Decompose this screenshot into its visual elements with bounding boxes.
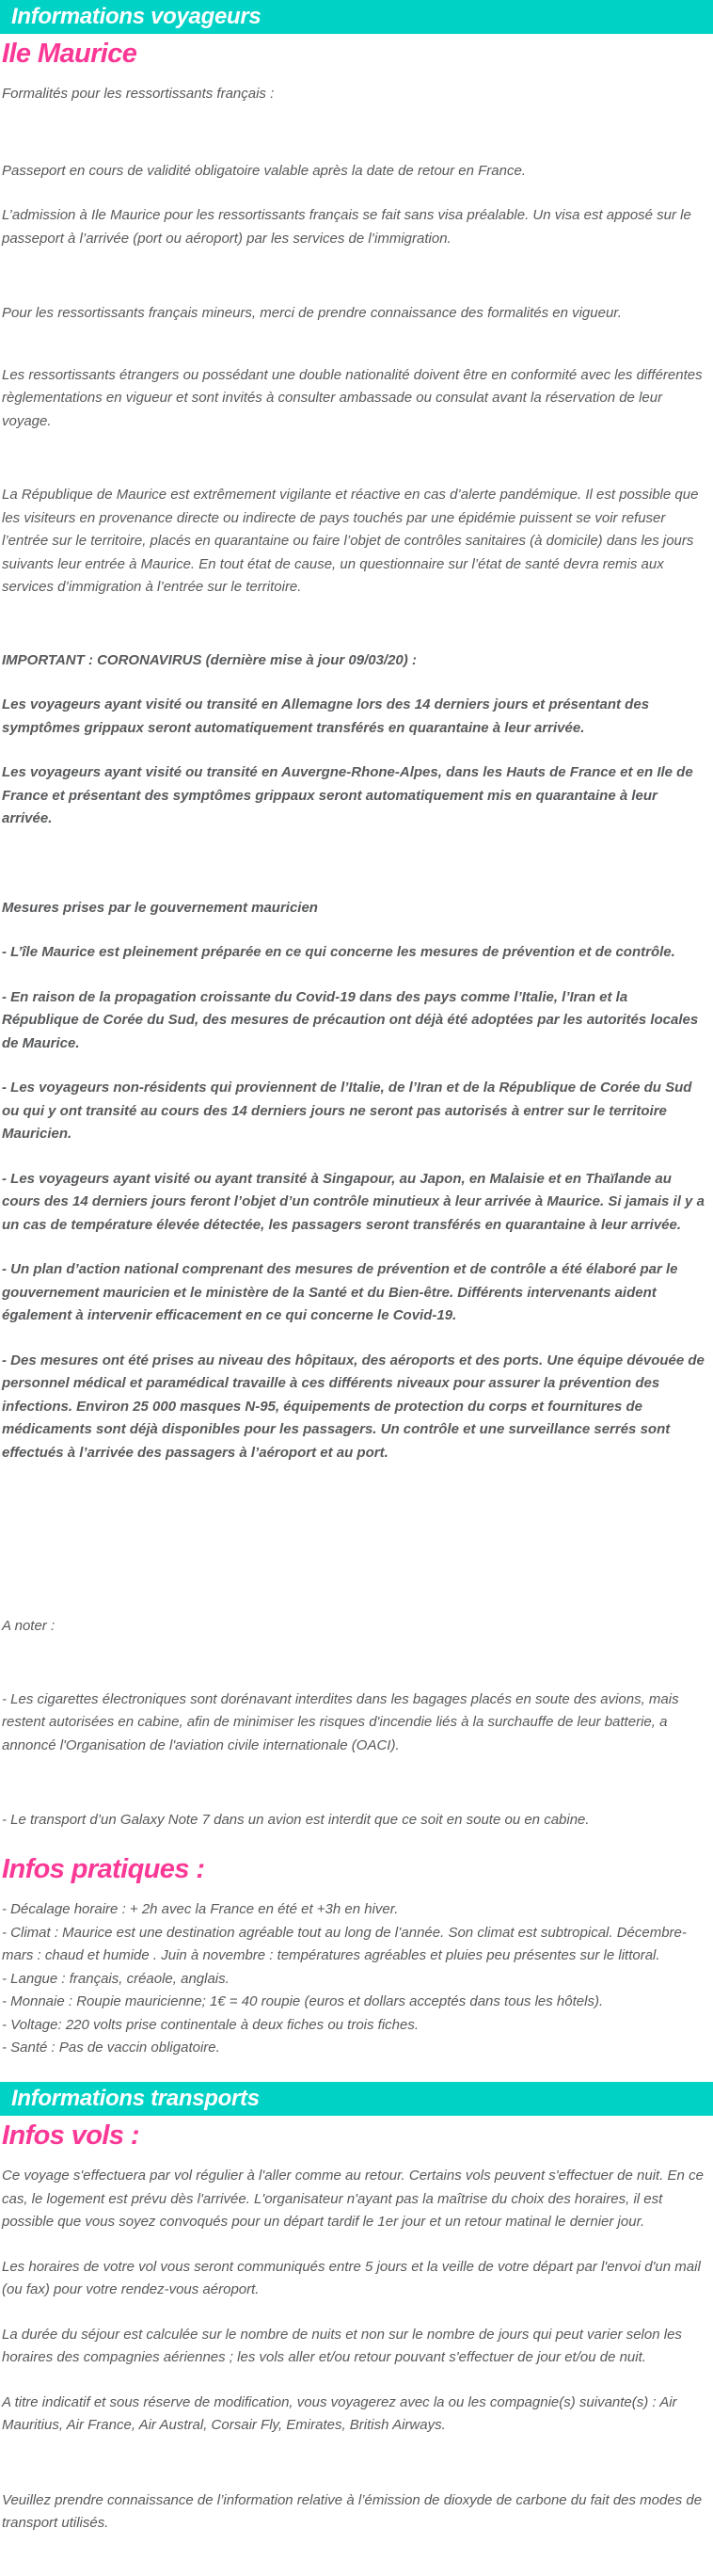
info-line: - Langue : français, créaole, anglais. xyxy=(2,1970,230,1987)
spacer xyxy=(2,1660,707,1688)
spacer xyxy=(2,1779,707,1809)
paragraph: - Les cigarettes électroniques sont dorénavant interdites dans les bagages placés en soute des avions, mais restent autorisées en cabine, afin de minimiser les risques d'incendie liés à la surchauffe de leur batterie, a annoncé l'Organisation de l'aviation civile internationale (OACI). xyxy=(2,1690,679,1753)
infos-pratiques-content xyxy=(0,1898,713,2060)
info-line: - Décalage horaire : + 2h avec la France en été et +3h en hiver. xyxy=(2,1901,399,1918)
info-line: - Voltage: 220 volts prise continentale à deux fiches ou trois fiches. xyxy=(2,2016,420,2033)
spacer xyxy=(2,272,707,302)
infos-pratiques-heading: Infos pratiques : xyxy=(2,1853,205,1884)
paragraph: Les horaires de votre vol vous seront communiqués entre 5 jours et la veille de votre départ par l'envoi d'un mail (ou fax) pour votre rendez-vous aéroport. xyxy=(2,2258,701,2298)
spacer xyxy=(2,455,707,484)
paragraph: Ce voyage s'effectuera par vol régulier à l'aller comme au retour. Certains vols peuvent s'effectuer de nuit. En ce cas, le logement est prévu dès l'arrivée. L'organisateur n'ayant pas la maîtrise du choix des horaires, il est possible que vous soyez convoqués pour un départ tardif le 1er jour et un retour matinal le dernier jour. xyxy=(2,2168,704,2231)
paragraph-bold: - Les voyageurs ayant visité ou ayant transité à Singapour, au Japon, en Malaisie et en Thaïlande au cours des 14 derniers jours feront l’objet d’un contrôle minutieux à leur arrivée à Maurice. Si jamais il y a un cas de température élevée détectée, les passagers seront transférés en quarantaine à leur arrivée. xyxy=(2,1170,705,1233)
paragraph: Pour les ressortissants français mineurs, merci de prendre connaissance des formalités en vigueur. xyxy=(2,305,622,322)
paragraph-bold: - En raison de la propagation croissante du Covid-19 dans des pays comme l’Italie, l’Iran et la République de Corée du Sud, des mesures de précaution ont déjà été adoptées par les autorités locales de Maurice. xyxy=(2,988,699,1051)
paragraph-bold: Les voyageurs ayant visité ou transité en Allemagne lors des 14 derniers jours et présentant des symptômes grippaux seront automatiquement transférés en quarantaine à leur arrivée. xyxy=(2,696,650,736)
spacer xyxy=(2,621,707,649)
paragraph-bold: IMPORTANT : CORONAVIRUS (dernière mise à jour 09/03/20) : xyxy=(2,651,417,668)
spacer xyxy=(2,347,707,364)
paragraph: Veuillez prendre connaissance de l’information relative à l’émission de dioxyde de carbone du fait des modes de transport utilisés. xyxy=(2,2491,703,2532)
destination-heading: Ile Maurice xyxy=(2,39,137,69)
paragraph: Passeport en cours de validité obligatoire valable après la date de retour en France. xyxy=(2,162,526,179)
paragraph: L’admission à Ile Maurice pour les ressortissants français se fait sans visa préalable. Un visa est apposé sur le passeport à l’arrivée (port ou aéroport) par les services de l’immigration. xyxy=(2,207,691,247)
paragraph: Les ressortissants étrangers ou possédant une double nationalité doivent être en conformité avec les différentes règlementations en vigueur et sont invités à consulter ambassade ou consulat avant la réservation de leur voyage. xyxy=(2,366,703,429)
info-line: - Climat : Maurice est une destination agréable tout au long de l’année. Son climat est subtropical. Décembre-mars : chaud et humide . Juin à novembre : températures agréables et pluies peu présentes sur le littoral. xyxy=(2,1924,687,1964)
voyageurs-section-content xyxy=(0,83,713,1832)
paragraph-bold: - Un plan d’action national comprenant des mesures de prévention et de contrôle a été élaboré par le gouvernement mauricien et le ministère de la Santé et du Bien-être. Différents intervenants aident également à intervenir efficacement en ce qui concerne le Covid-19. xyxy=(2,1261,678,1324)
bottom-padding xyxy=(0,2557,713,2576)
info-line: - Monnaie : Roupie mauricienne; 1€ = 40 roupie (euros et dollars acceptés dans tous les hôtels). xyxy=(2,1993,604,2010)
paragraph-bold: - L’île Maurice est pleinement préparée en ce qui concerne les mesures de prévention et de contrôle. xyxy=(2,944,675,961)
infos-vols-heading: Infos vols : xyxy=(2,2120,139,2151)
spacer xyxy=(2,128,707,160)
banner-informations-voyageurs xyxy=(0,0,713,34)
spacer xyxy=(2,1486,707,1615)
infos-pratiques-list xyxy=(2,1898,707,2060)
banner-informations-transports-title: Informations transports xyxy=(11,2085,260,2111)
paragraph-bold: Les voyageurs ayant visité ou transité en Auvergne-Rhone-Alpes, dans les Hauts de France et en Ile de France et présentant des symptômes grippaux seront automatiquement mis en quarantaine à leur arrivée. xyxy=(2,764,693,827)
paragraph: A noter : xyxy=(2,1618,55,1635)
info-line: - Santé : Pas de vaccin obligatoire. xyxy=(2,2040,220,2056)
banner-informations-voyageurs-title: Informations voyageurs xyxy=(11,4,261,29)
paragraph-bold: - Les voyageurs non-résidents qui proviennent de l’Italie, de l’Iran et de la République de Corée du Sud ou qui y ont transité au cours des 14 derniers jours ne seront pas autorisés à entrer sur le territoire Mauricien. xyxy=(2,1080,692,1143)
infos-vols-content xyxy=(0,2165,713,2536)
spacer xyxy=(2,2459,707,2489)
paragraph: La République de Maurice est extrêmement vigilante et réactive en cas d’alerte pandémique. Il est possible que les visiteurs en provenance directe ou indirecte de pays touchés par une épidémie puissent se voir refuser l’entrée sur le territoire, placés en quarantaine ou faire l’objet de contrôles sanitaires (à domicile) dans les jours suivants leur entrée à Maurice. En tout état de cause, un questionnaire sur l’état de santé devra remis aux services d’immigration à l’entrée sur le territoire. xyxy=(2,487,699,596)
paragraph: Formalités pour les ressortissants français : xyxy=(2,86,275,103)
paragraph: - Le transport d’un Galaxy Note 7 dans un avion est interdit que ce soit en soute ou en cabine. xyxy=(2,1812,590,1829)
paragraph: La durée du séjour est calculée sur le nombre de nuits et non sur le nombre de jours qui peut varier selon les horaires des compagnies aériennes ; les vols aller et/ou retour pouvant s'effectuer de jour et/ou de nuit. xyxy=(2,2326,682,2366)
paragraph-bold: - Des mesures ont été prises au niveau des hôpitaux, des aéroports et des ports. Une équipe dévouée de personnel médical et paramédical travaille à ces différents niveaux pour assurer la prévention des infections. Environ 25 000 masques N-95, équipements de protection du corps et fournitures de médicaments sont déjà disponibles pour les passagers. Un contrôle et une surveillance serrés sont effectués à l’arrivée des passagers à l’aéroport et au port. xyxy=(2,1352,705,1461)
spacer xyxy=(2,853,707,897)
banner-informations-transports xyxy=(0,2082,713,2116)
paragraph: A titre indicatif et sous réserve de modification, vous voyagerez avec la ou les compagnie(s) suivante(s) : Air Mauritius, Air France, Air Austral, Corsair Fly, Emirates, British Airways. xyxy=(2,2393,677,2434)
paragraph-bold: Mesures prises par le gouvernement mauricien xyxy=(2,899,318,916)
